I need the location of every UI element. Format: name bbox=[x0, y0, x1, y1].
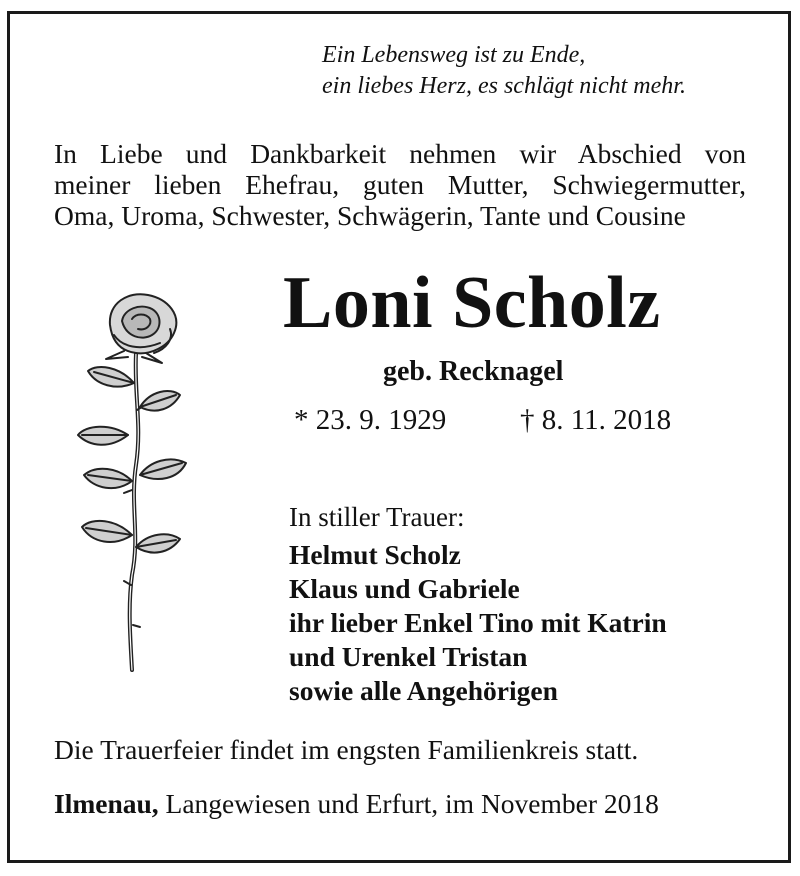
poem-line: ein liebes Herz, es schlägt nicht mehr. bbox=[322, 73, 686, 99]
rose-icon bbox=[70, 285, 200, 680]
mourner-name: Helmut Scholz bbox=[289, 539, 461, 570]
intro-text bbox=[54, 138, 746, 231]
mourner-name: ihr lieber Enkel Tino mit Katrin bbox=[289, 607, 667, 638]
death-date: † 8. 11. 2018 bbox=[520, 404, 672, 436]
mourner-name: sowie alle Angehörigen bbox=[289, 675, 558, 706]
poem-line: Ein Lebensweg ist zu Ende, bbox=[322, 42, 586, 68]
maiden-name: geb. Recknagel bbox=[383, 356, 564, 387]
intro-line: In Liebe und Dankbarkeit nehmen wir Abschied von bbox=[54, 138, 746, 169]
deceased-name: Loni Scholz bbox=[283, 262, 661, 344]
birth-date: * 23. 9. 1929 bbox=[294, 404, 447, 436]
funeral-note: Die Trauerfeier findet im engsten Familienkreis statt. bbox=[54, 734, 639, 765]
place-city: Ilmenau, bbox=[54, 788, 159, 819]
place-rest: Langewiesen und Erfurt, im November 2018 bbox=[158, 788, 659, 819]
mourning-heading: In stiller Trauer: bbox=[289, 502, 465, 532]
mourner-name: Klaus und Gabriele bbox=[289, 573, 520, 604]
mourner-name: und Urenkel Tristan bbox=[289, 641, 528, 672]
poem bbox=[322, 40, 762, 102]
mourners-list bbox=[289, 538, 667, 708]
intro-line: meiner lieben Ehefrau, guten Mutter, Schwiegermutter, bbox=[54, 169, 746, 200]
place-line bbox=[54, 787, 659, 821]
intro-line: Oma, Uroma, Schwester, Schwägerin, Tante und Cousine bbox=[54, 200, 686, 231]
